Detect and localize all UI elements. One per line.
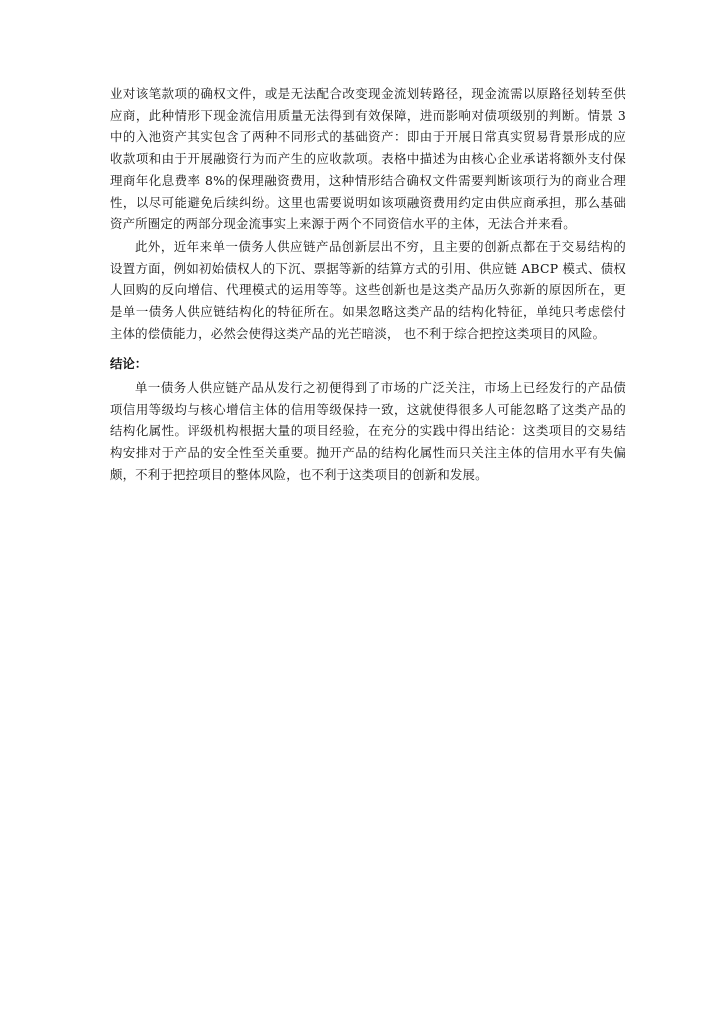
body-paragraph-1: 业对该笔款项的确权文件，或是无法配合改变现金流划转路径，现金流需以原路径划转至供应商，此种情形下现金流信用质量无法得到有效保障，进而影响对债项级别的判断。情景 3 中的入池资产其实包含了两种不同形式的基础资产：即由于开展日常真实贸易背景形成的应收款项和由于开展融资行为而产生的应收款项。表格中描述为由核心企业承诺将额外支付保理商年化息费率 8%的保理融资费用，这种情形结合确权文件需要判断该项行为的商业合理性，以尽可能避免后续纠纷。这里也需要说明如该项融资费用约定由供应商承担，那么基础资产所圈定的两部分现金流事实上来源于两个不同资信水平的主体，无法合并来看。: [110, 86, 626, 232]
body-paragraph-2: 此外，近年来单一债务人供应链产品创新层出不穷，且主要的创新点都在于交易结构的设置方面，例如初始债权人的下沉、票据等新的结算方式的引用、供应链 ABCP 模式、债权人回购的反向增信、代理模式的运用等等。这些创新也是这类产品历久弥新的原因所在，更是单一债务人供应链结构化的特征所在。如果忽略这类产品的结构化特征，单纯只考虑偿付主体的偿债能力，必然会使得这类产品的光芒暗淡， 也不利于综合把控这类项目的风险。: [110, 239, 626, 341]
conclusion-paragraph: 单一债务人供应链产品从发行之初便得到了市场的广泛关注，市场上已经发行的产品债项信用等级均与核心增信主体的信用等级保持一致，这就使得很多人可能忽略了这类产品的结构化属性。评级机构根据大量的项目经验，在充分的实践中得出结论：这类项目的交易结构安排对于产品的安全性至关重要。抛开产品的结构化属性而只关注主体的信用水平有失偏颇，不利于把控项目的整体风险，也不利于这类项目的创新和发展。: [110, 380, 626, 482]
conclusion-heading: 结论：: [110, 356, 148, 371]
